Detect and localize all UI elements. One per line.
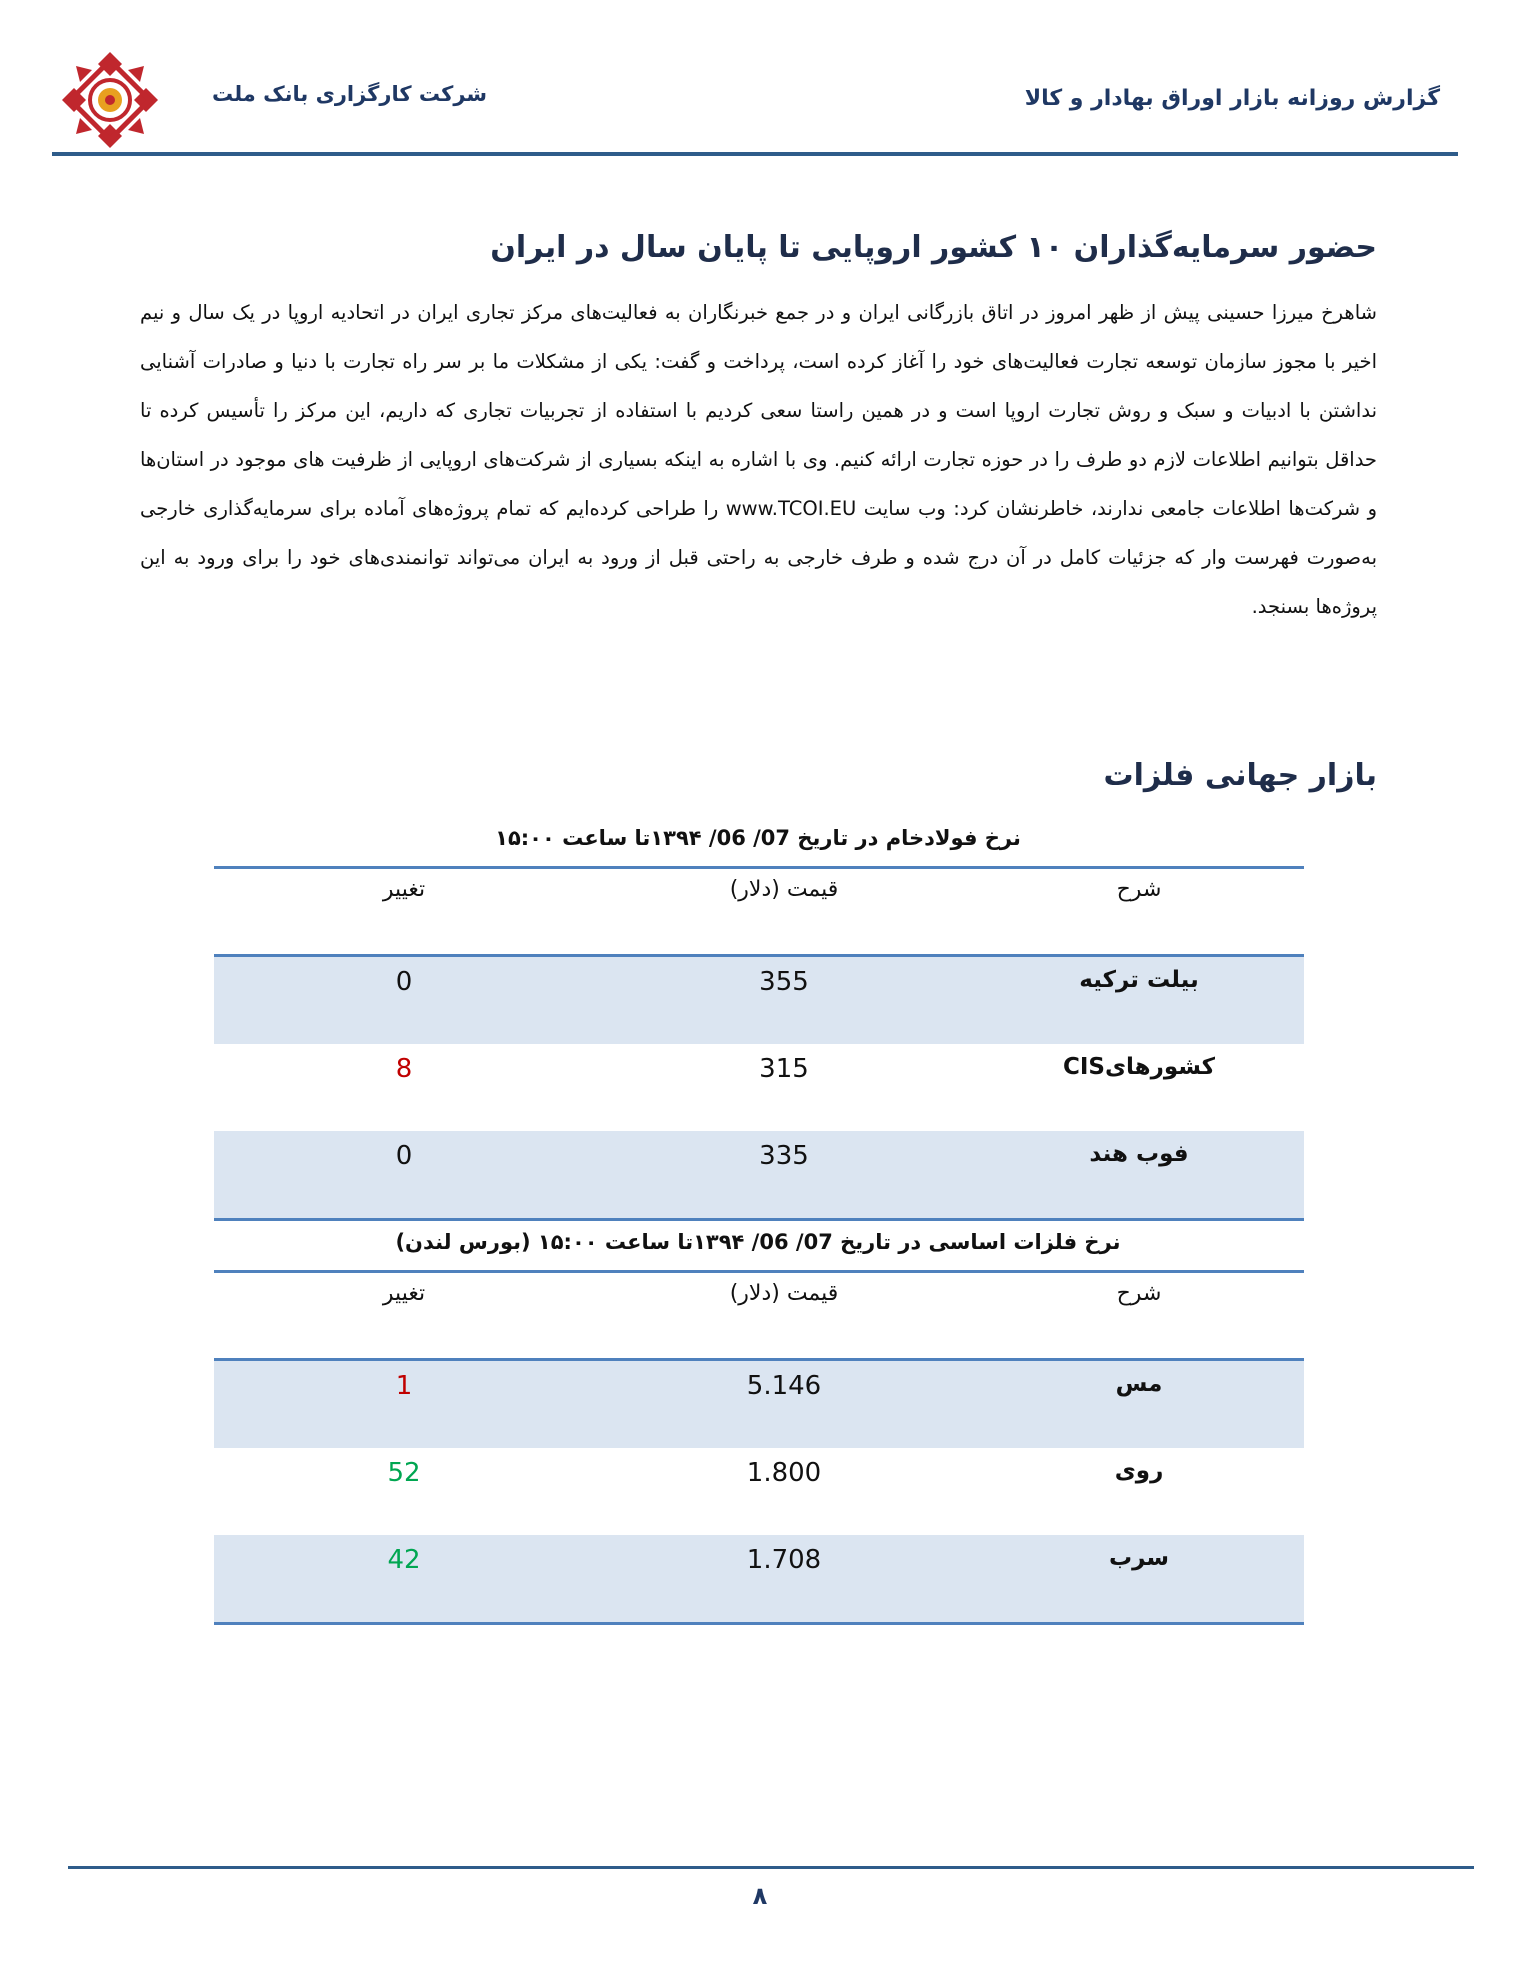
row-price: 315 [759,1054,809,1084]
row-desc: مس [974,1360,1304,1449]
article-body: شاهرخ میرزا حسینی پیش از ظهر امروز در اتاق بازرگانی ایران و در جمع خبرنگاران به فعالیت‌های مرکز تجاری ایران در اتحادیه اروپا در یک سال و نیم اخیر با مجوز سازمان توسعه تجارت فعالیت‌های خود را آغاز کرده است، پرداخت و گفت: یکی از مشکلات ما بر سر راه تجارت با دنیا و صادرات آشنایی نداشتن با ادبیات و سبک و روش تجارت اروپا است و در همین راستا سعی کردیم با استفاده از تجربیات تجاری که داریم، این مرکز را تأسیس کرده تا حداقل بتوانیم اطلاعات لازم دو طرف را در حوزه تجارت ارائه کنیم. وی با اشاره به اینکه بسیاری از شرکت‌های اروپایی از ظرفیت های موجود در استان‌ها و شرکت‌ها اطلاعات جامعی ندارند، خاطرنشان کرد: وب سایت www.TCOI.EU را طراحی کرده‌ایم که تمام پروژه‌های آماده برای سرمایه‌گذاری خارجی به‌صورت فهرست وار که جزئیات کامل در آن درج شده و طرف خارجی به راحتی قبل از ورود به ایران می‌تواند توانمندی‌های خود را برای ورود به این پروژه‌ها بسنجد. [140,301,1377,618]
header-price: قیمت (دلار) [594,868,974,956]
table-caption-crude-steel: نرخ فولادخام در تاریخ 07/ 06/ ۱۳۹۴تا ساعت ۱۵:۰۰ [495,826,1021,850]
table-row [214,1044,1304,1131]
row-change: 1 [214,1360,594,1449]
row-desc: روی [1114,1458,1164,1484]
row-change: 42 [214,1535,594,1624]
crude-steel-table [214,866,1304,1221]
table-row [214,1535,1304,1624]
row-change: 0 [214,1131,594,1220]
row-price: 1.800 [746,1458,822,1488]
row-desc: فوب هند [974,1131,1304,1220]
header-change: تغییر [214,868,594,956]
row-change: 8 [395,1054,413,1084]
row-desc: کشورهایCIS [1062,1054,1216,1080]
header-price: قیمت (دلار) [594,1272,974,1360]
company-logo [60,50,160,150]
footer-divider [68,1866,1474,1869]
table-row [214,1360,1304,1449]
page-number: ۸ [752,1882,768,1910]
table-row [214,956,1304,1045]
table-row [214,1131,1304,1220]
row-price: 355 [594,956,974,1045]
report-title: گزارش روزانه بازار اوراق بهادار و کالا [1024,86,1440,111]
row-change: 0 [214,956,594,1045]
row-desc: سرب [974,1535,1304,1624]
section-title: بازار جهانی فلزات [1103,758,1377,793]
company-name: شرکت کارگزاری بانک ملت [212,82,488,106]
header-change: تغییر [214,1272,594,1360]
row-price: 1.708 [594,1535,974,1624]
header-divider [52,152,1458,156]
base-metals-table [214,1270,1304,1625]
table-caption-base-metals: نرخ فلزات اساسی در تاریخ 07/ 06/ ۱۳۹۴تا ساعت ۱۵:۰۰ (بورس لندن) [395,1230,1121,1254]
row-change: 52 [387,1458,421,1488]
table-row [214,1448,1304,1535]
row-price: 5.146 [594,1360,974,1449]
article-title: حضور سرمایه‌گذاران ۱۰ کشور اروپایی تا پایان سال در ایران [490,230,1377,265]
header-desc: شرح [974,1272,1304,1360]
row-desc: بیلت ترکیه [974,956,1304,1045]
row-price: 335 [594,1131,974,1220]
header-desc: شرح [974,868,1304,956]
